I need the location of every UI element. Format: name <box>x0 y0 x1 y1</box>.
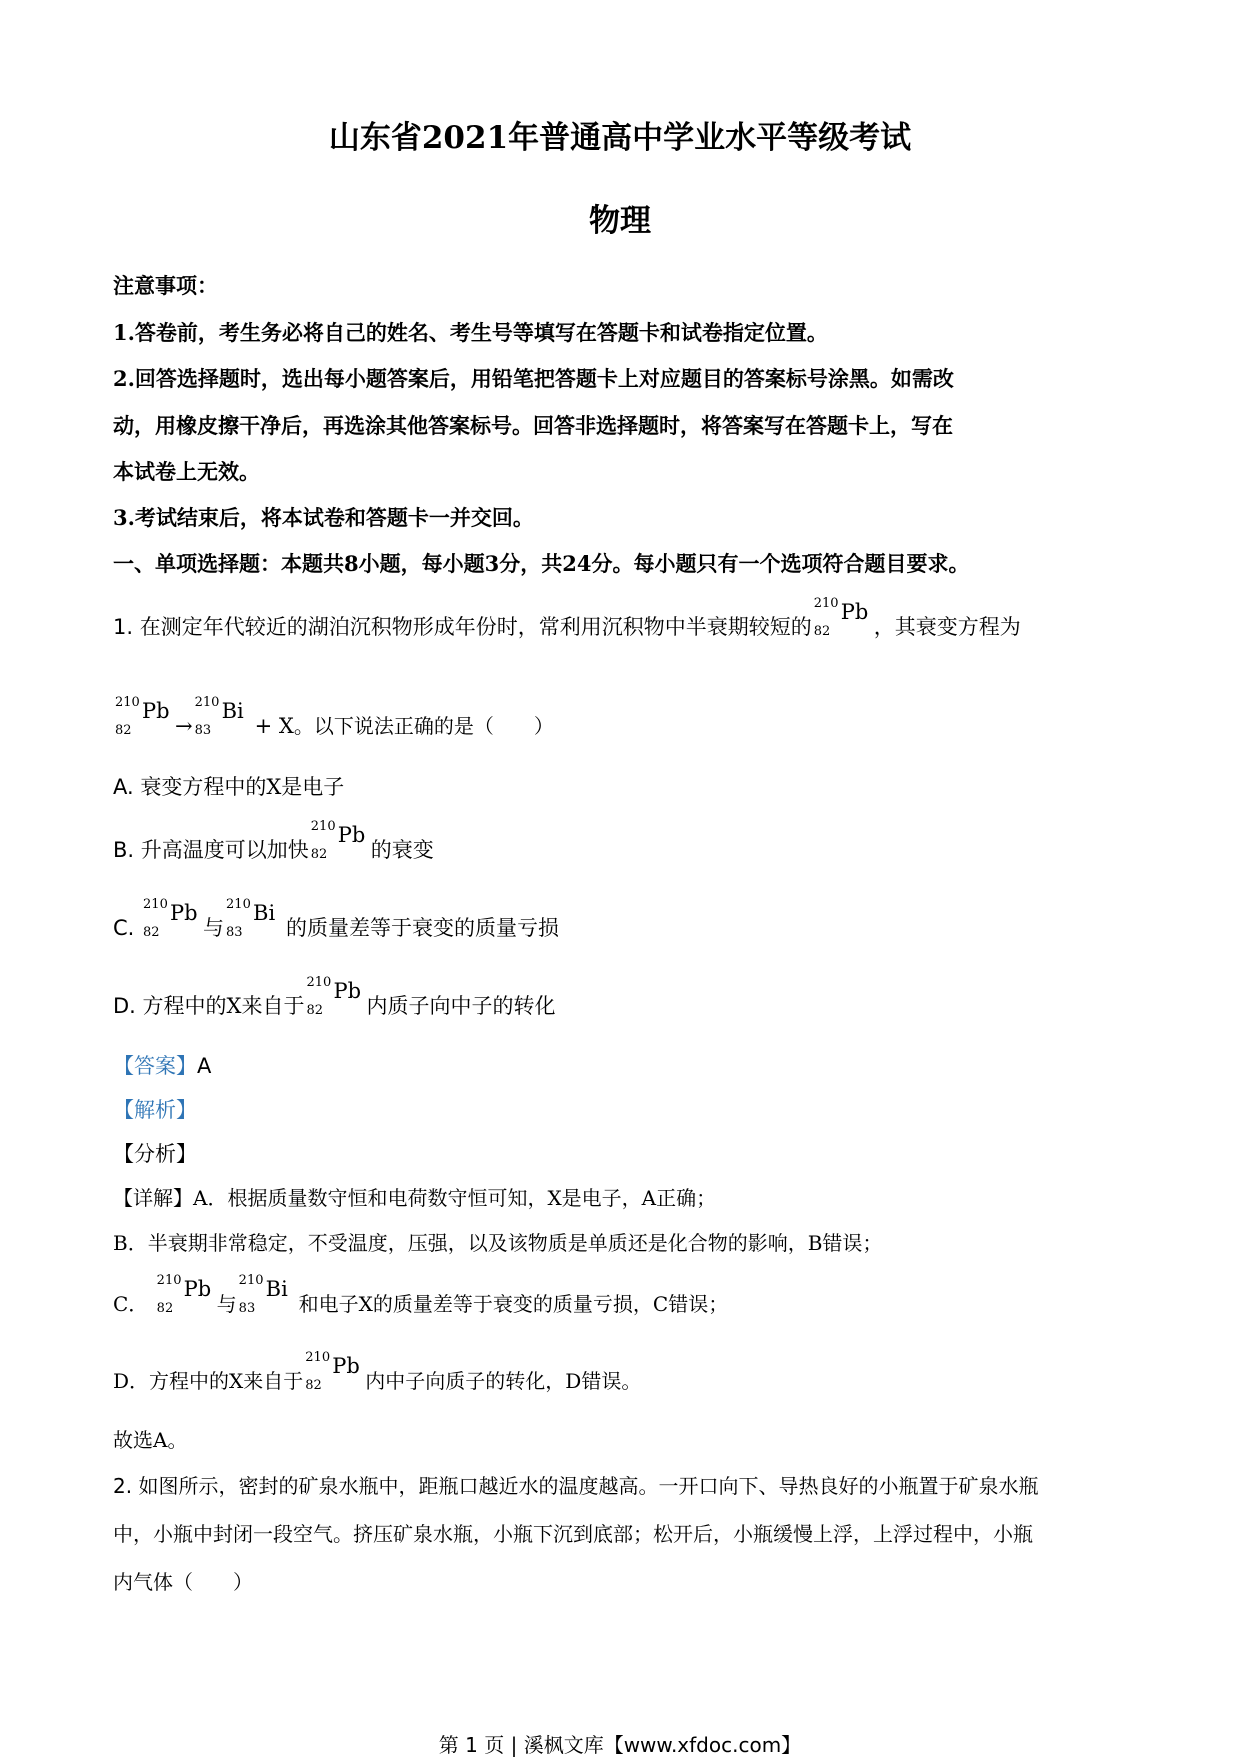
mass-number: 210 <box>156 1273 182 1288</box>
atomic-number: 83 <box>226 925 243 940</box>
mass-number: 210 <box>226 897 251 912</box>
atomic-number: 82 <box>305 1378 322 1393</box>
detail-d-text-a: D．方程中的X来自于 <box>113 1369 304 1393</box>
option-c-text: 的质量差等于衰变的质量亏损 <box>286 916 560 940</box>
q1-option-b <box>113 819 434 864</box>
atomic-number: 82 <box>813 624 831 639</box>
answer-line <box>113 1050 211 1080</box>
notice-item-2-line-1: 2.回答选择题时，选出每小题答案后，用铅笔把答题卡上对应题目的答案标号涂黑。如需改 <box>113 366 954 391</box>
analysis-label: 【解析】 <box>113 1098 197 1122</box>
q1-option-a <box>113 771 344 801</box>
element-symbol: Bi <box>221 699 244 723</box>
option-b-label: B. <box>113 838 135 862</box>
plus-x: + X <box>254 714 294 738</box>
q1-stem-line-1 <box>113 596 1021 641</box>
option-c-mid: 与 <box>203 916 225 940</box>
detail-b: B．半衰期非常稳定，不受温度，压强，以及该物质是单质还是化合物的影响，B错误； <box>113 1231 883 1255</box>
atomic-number: 82 <box>310 847 328 862</box>
atomic-number: 82 <box>115 723 132 738</box>
nuclide-pb210 <box>305 1350 363 1393</box>
mass-number: 210 <box>194 695 220 710</box>
nuclide-pb210 <box>306 975 365 1018</box>
option-d-label: D. <box>113 994 136 1018</box>
answer-value: A <box>197 1054 212 1078</box>
option-c-label: C. <box>113 916 135 940</box>
detail-a-text: A．根据质量数守恒和电荷数守恒可知，X是电子，A正确； <box>193 1186 717 1210</box>
detail-conclusion: 故选A。 <box>113 1428 188 1452</box>
exam-title: 山东省2021年普通高中学业水平等级考试 <box>328 120 912 156</box>
mass-number: 210 <box>115 695 140 710</box>
notice-item-1: 1.答卷前，考生务必将自己的姓名、考生号等填写在答题卡和试卷指定位置。 <box>113 320 828 345</box>
arrow: → <box>175 714 193 738</box>
mass-number: 210 <box>310 819 336 834</box>
detail-c <box>113 1273 729 1317</box>
q2-line-1-text: 如图所示，密封的矿泉水瓶中，距瓶口越近水的温度越高。一开口向下、导热良好的小瓶置于矿泉水瓶 <box>138 1474 1039 1498</box>
atomic-number: 82 <box>143 925 160 940</box>
q1-option-d <box>113 975 556 1020</box>
nuclide-bi210 <box>226 897 284 940</box>
nuclide-pb210 <box>156 1273 215 1316</box>
q1-stem-text-b: ，其衰变方程为 <box>873 615 1021 639</box>
detail-label: 【详解】 <box>113 1186 193 1210</box>
nuclide-pb210 <box>115 695 173 738</box>
q2-line-1 <box>113 1470 1038 1499</box>
footer-site-link[interactable]: 溪枫文库【www.xfdoc.com】 <box>523 1733 802 1757</box>
q1-stem-tail: 。以下说法正确的是（ ） <box>293 714 554 738</box>
nuclide-pb210 <box>813 596 872 639</box>
nuclide-bi210 <box>194 695 253 738</box>
detail-d <box>113 1350 642 1394</box>
option-d-text-b: 内质子向中子的转化 <box>366 994 556 1018</box>
element-symbol: Pb <box>333 979 362 1003</box>
nuclide-pb210 <box>143 897 201 940</box>
q1-number: 1. <box>113 615 134 639</box>
atomic-number: 83 <box>194 723 212 738</box>
detail-c-label: C． <box>113 1292 149 1316</box>
detail-c-mid: 与 <box>216 1292 237 1316</box>
atomic-number: 82 <box>306 1003 324 1018</box>
detail-c-text: 和电子X的质量差等于衰变的质量亏损，C错误； <box>298 1292 729 1316</box>
q2-line-2: 中，小瓶中封闭一段空气。挤压矿泉水瓶，小瓶下沉到底部；松开后，小瓶缓慢上浮，上浮过程中，小瓶 <box>113 1522 1033 1546</box>
page-number: 第 1 页 <box>438 1733 505 1757</box>
notice-item-3: 3.考试结束后，将本试卷和答题卡一并交回。 <box>113 505 534 530</box>
detail-d-text-b: 内中子向质子的转化，D错误。 <box>365 1369 642 1393</box>
element-symbol: Pb <box>332 1354 360 1378</box>
notice-item-2-line-3: 本试卷上无效。 <box>113 459 260 484</box>
mass-number: 210 <box>306 975 332 990</box>
option-a-label: A. <box>113 775 134 799</box>
mass-number: 210 <box>813 596 839 611</box>
element-symbol: Bi <box>265 1277 288 1301</box>
element-symbol: Pb <box>183 1277 212 1301</box>
q2-line-3: 内气体（ ） <box>113 1570 253 1594</box>
detail-a <box>113 1182 716 1211</box>
section-heading: 一、单项选择题：本题共8小题，每小题3分，共24分。每小题只有一个选项符合题目要求。 <box>113 551 970 576</box>
option-b-text-b: 的衰变 <box>370 838 434 862</box>
element-symbol: Pb <box>170 901 198 925</box>
fenxi-label: 【分析】 <box>113 1142 197 1166</box>
option-a-text: 衰变方程中的X是电子 <box>140 775 345 799</box>
subject-title: 物理 <box>589 203 651 239</box>
nuclide-pb210 <box>310 819 369 862</box>
element-symbol: Pb <box>337 823 366 847</box>
mass-number: 210 <box>238 1273 264 1288</box>
mass-number: 210 <box>143 897 168 912</box>
notice-item-2-line-2: 动，用橡皮擦干净后，再选涂其他答案标号。回答非选择题时，将答案写在答题卡上，写在 <box>113 413 953 438</box>
answer-label: 【答案】 <box>113 1054 197 1078</box>
notice-heading: 注意事项： <box>113 273 218 298</box>
q1-option-c <box>113 897 560 942</box>
q1-decay-equation <box>113 695 554 739</box>
element-symbol: Pb <box>840 600 869 624</box>
option-b-text-a: 升高温度可以加快 <box>140 838 309 862</box>
q2-number: 2. <box>113 1474 133 1498</box>
footer-separator: | <box>504 1733 524 1757</box>
q1-stem-text-a: 在测定年代较近的湖泊沉积物形成年份时，常利用沉积物中半衰期较短的 <box>139 615 812 639</box>
atomic-number: 82 <box>156 1301 174 1316</box>
nuclide-bi210 <box>238 1273 297 1316</box>
element-symbol: Pb <box>142 699 170 723</box>
mass-number: 210 <box>305 1350 331 1365</box>
atomic-number: 83 <box>238 1301 256 1316</box>
element-symbol: Bi <box>253 901 276 925</box>
option-d-text-a: 方程中的X来自于 <box>142 994 305 1018</box>
